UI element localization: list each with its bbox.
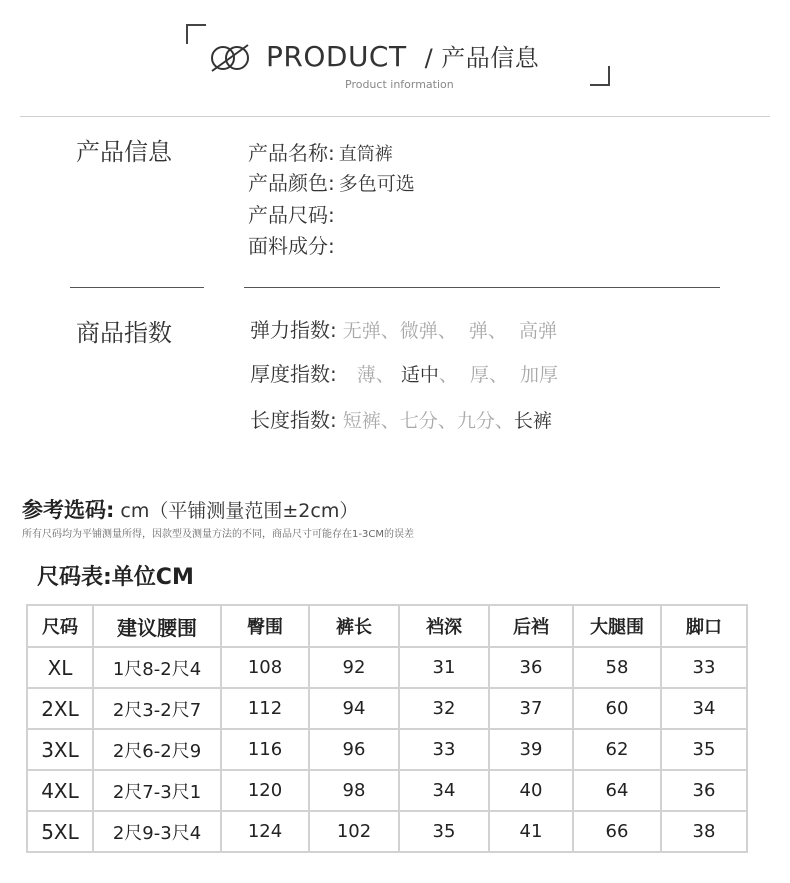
index-option: 弹 xyxy=(468,320,488,342)
index-key: 厚度指数: xyxy=(250,362,337,386)
table-cell: 40 xyxy=(489,770,573,811)
table-cell: 37 xyxy=(489,688,573,729)
table-header-cell: 尺码 xyxy=(27,605,93,647)
table-cell: 32 xyxy=(399,688,489,729)
index-option: 高弹 xyxy=(519,320,558,342)
table-header-row xyxy=(27,605,747,647)
index-row-thickness xyxy=(250,358,558,387)
table-cell: 60 xyxy=(573,688,661,729)
info-row-name xyxy=(248,137,393,166)
table-cell: 2尺6-2尺9 xyxy=(93,729,221,770)
info-row-size xyxy=(248,199,339,228)
table-cell: 34 xyxy=(661,688,747,729)
table-row xyxy=(27,647,747,688)
index-option: 微弹 xyxy=(399,320,438,342)
index-option: 七分 xyxy=(399,410,438,432)
index-option-selected: 适中 xyxy=(400,364,439,386)
index-option: 薄 xyxy=(356,364,376,386)
table-header-cell: 建议腰围 xyxy=(93,605,221,647)
table-cell: 102 xyxy=(309,811,399,852)
table-cell: 2尺7-3尺1 xyxy=(93,770,221,811)
index-option: 短裤 xyxy=(342,410,381,432)
table-cell: 38 xyxy=(661,811,747,852)
info-key: 产品名称: xyxy=(248,141,335,165)
table-cell: 39 xyxy=(489,729,573,770)
table-cell: 124 xyxy=(221,811,309,852)
table-cell: 36 xyxy=(489,647,573,688)
table-cell: 116 xyxy=(221,729,309,770)
table-cell: 5XL xyxy=(27,811,93,852)
table-header-cell: 臀围 xyxy=(221,605,309,647)
corner-bracket-top-left xyxy=(186,24,206,44)
index-row-elasticity xyxy=(250,314,557,343)
info-key: 产品颜色: xyxy=(248,171,335,195)
table-row xyxy=(27,811,747,852)
product-info-heading: 产品信息 xyxy=(76,138,172,166)
index-options: 短裤、七分、九分、长裤 xyxy=(342,410,552,432)
index-options: 无弹、微弹、 弹、 高弹 xyxy=(342,320,558,342)
brand-logo-icon xyxy=(208,44,252,72)
table-cell: 3XL xyxy=(27,729,93,770)
page-title-en: PRODUCT xyxy=(266,40,407,73)
header-divider xyxy=(20,116,770,117)
table-header-cell: 脚口 xyxy=(661,605,747,647)
table-cell: 4XL xyxy=(27,770,93,811)
table-cell: 112 xyxy=(221,688,309,729)
table-cell: 31 xyxy=(399,647,489,688)
section-divider-right xyxy=(244,287,720,288)
table-cell: 41 xyxy=(489,811,573,852)
info-row-fabric xyxy=(248,230,339,259)
product-index-heading: 商品指数 xyxy=(76,319,172,347)
table-cell: XL xyxy=(27,647,93,688)
index-option: 无弹 xyxy=(342,320,381,342)
table-cell: 66 xyxy=(573,811,661,852)
table-cell: 108 xyxy=(221,647,309,688)
table-cell: 1尺8-2尺4 xyxy=(93,647,221,688)
corner-bracket-bottom-right xyxy=(590,66,610,86)
section-divider-left xyxy=(70,287,204,288)
table-cell: 62 xyxy=(573,729,661,770)
table-row xyxy=(27,688,747,729)
table-cell: 2尺3-2尺7 xyxy=(93,688,221,729)
index-key: 长度指数: xyxy=(250,408,337,432)
table-cell: 94 xyxy=(309,688,399,729)
table-header-cell: 裆深 xyxy=(399,605,489,647)
size-reference xyxy=(22,494,358,524)
table-row xyxy=(27,770,747,811)
table-cell: 35 xyxy=(399,811,489,852)
table-cell: 120 xyxy=(221,770,309,811)
table-cell: 36 xyxy=(661,770,747,811)
info-value: 直筒裤 xyxy=(338,144,393,165)
index-row-length xyxy=(250,404,552,433)
info-key: 产品尺码: xyxy=(248,203,335,227)
info-row-color xyxy=(248,167,415,196)
table-row xyxy=(27,729,747,770)
table-header-cell: 裤长 xyxy=(309,605,399,647)
page-title xyxy=(266,38,539,73)
table-cell: 33 xyxy=(399,729,489,770)
index-key: 弹力指数: xyxy=(250,318,337,342)
table-cell: 2尺9-3尺4 xyxy=(93,811,221,852)
table-cell: 33 xyxy=(661,647,747,688)
table-header-cell: 大腿围 xyxy=(573,605,661,647)
index-option-selected: 长裤 xyxy=(513,410,552,432)
index-options: 薄、 适中、 厚、 加厚 xyxy=(356,364,559,386)
index-option: 九分 xyxy=(456,410,495,432)
size-table-title: 尺码表:单位CM xyxy=(37,565,194,590)
table-cell: 2XL xyxy=(27,688,93,729)
size-reference-label: 参考选码: xyxy=(22,498,115,522)
info-value: 多色可选 xyxy=(338,173,415,195)
table-cell: 58 xyxy=(573,647,661,688)
index-option: 厚 xyxy=(469,364,489,386)
size-table xyxy=(26,604,748,853)
table-header-cell: 后裆 xyxy=(489,605,573,647)
size-reference-text: cm（平铺测量范围±2cm） xyxy=(120,500,359,522)
table-cell: 34 xyxy=(399,770,489,811)
page-subtitle: Product information xyxy=(345,78,454,91)
table-cell: 64 xyxy=(573,770,661,811)
info-key: 面料成分: xyxy=(248,234,335,258)
table-cell: 96 xyxy=(309,729,399,770)
table-cell: 35 xyxy=(661,729,747,770)
table-cell: 92 xyxy=(309,647,399,688)
index-option: 加厚 xyxy=(520,364,559,386)
page-title-cn: / 产品信息 xyxy=(424,44,540,72)
measurement-note: 所有尺码均为平铺测量所得，因款型及测量方法的不同，商品尺寸可能存在1-3CM的误差 xyxy=(22,529,414,540)
table-cell: 98 xyxy=(309,770,399,811)
